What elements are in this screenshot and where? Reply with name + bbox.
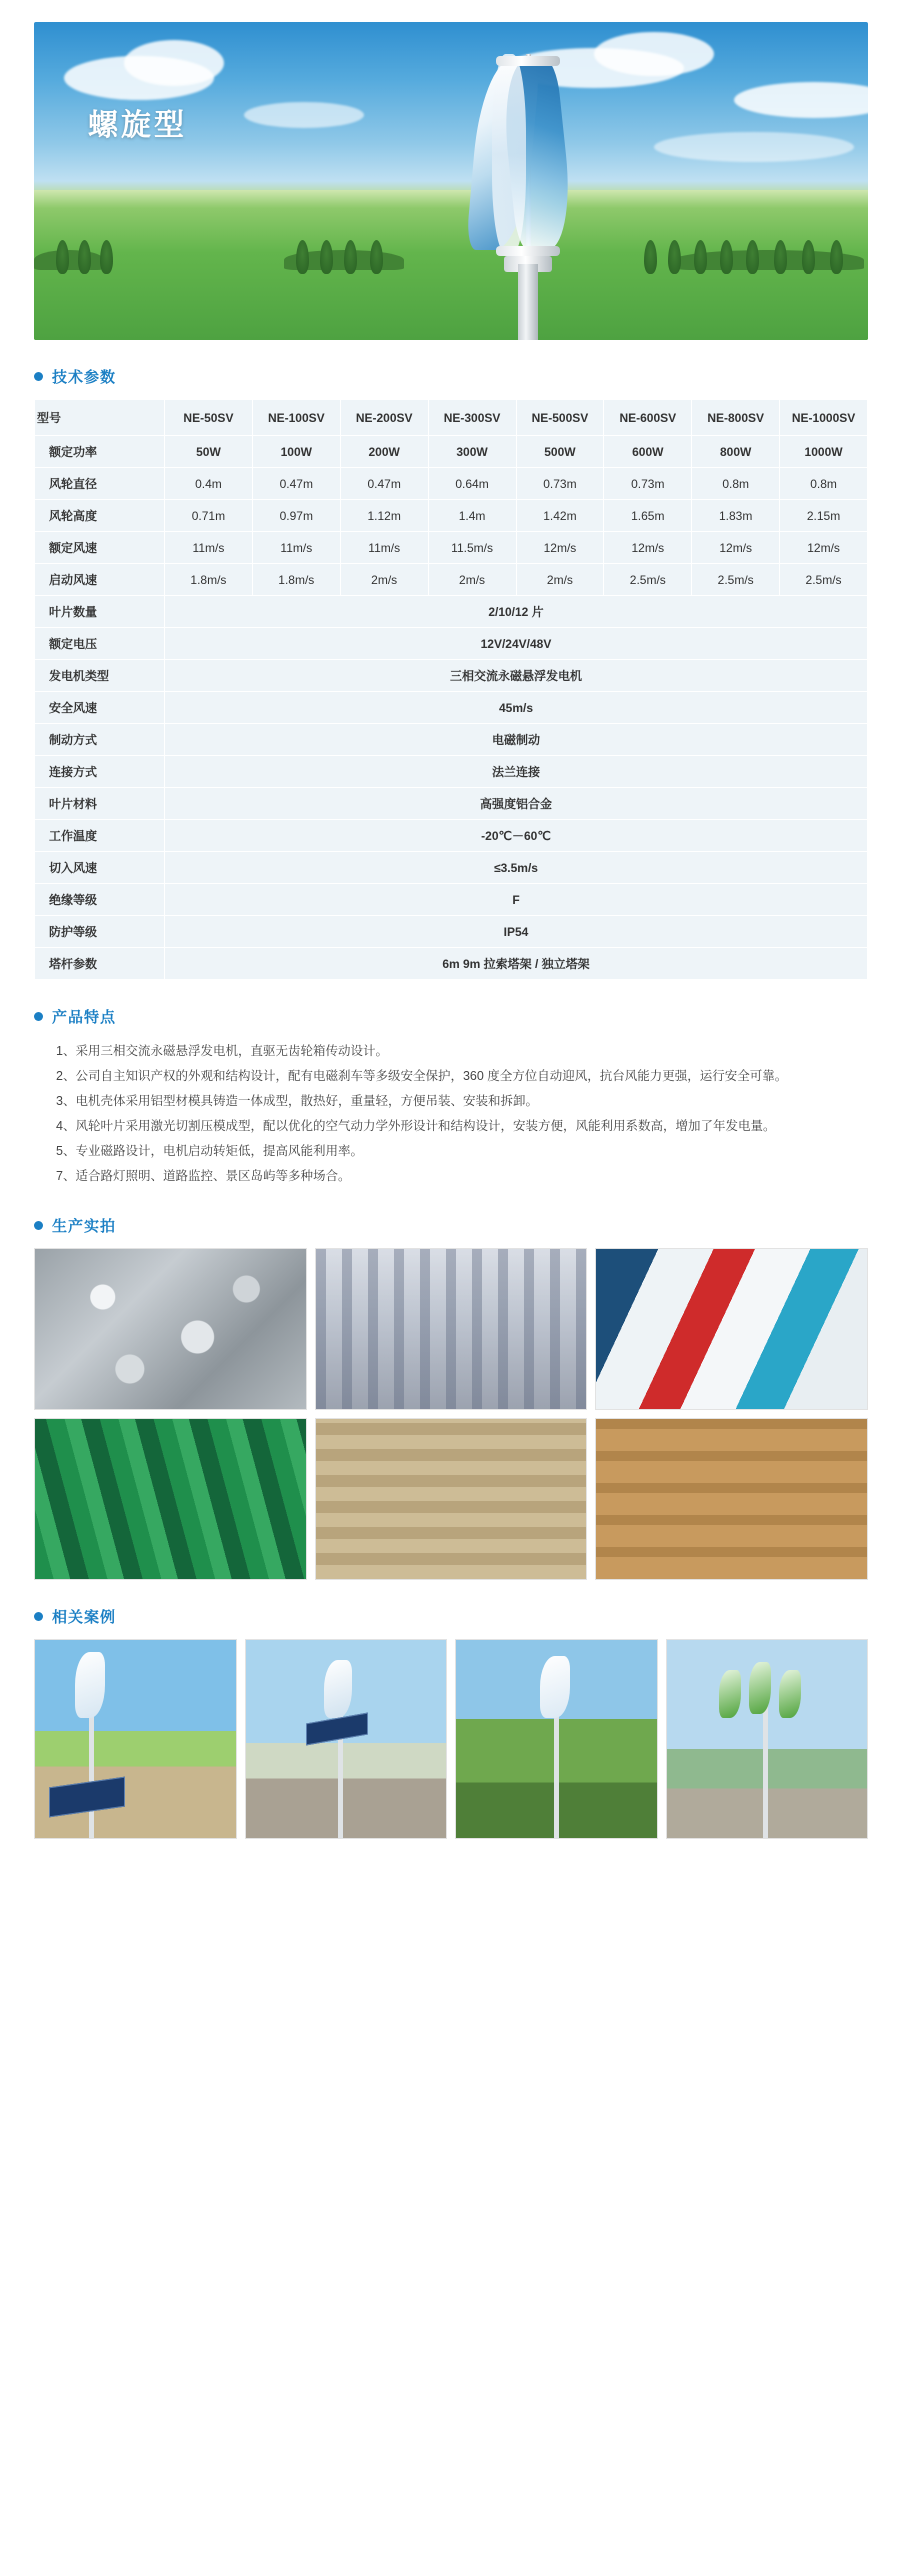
turbine-rotor-decor xyxy=(719,1670,741,1718)
table-cell-merged: 6m 9m 拉索塔架 / 独立塔架 xyxy=(165,948,868,980)
row-label: 发电机类型 xyxy=(35,660,165,692)
table-row xyxy=(35,500,868,532)
header-cell: 型号 xyxy=(35,400,165,436)
table-cell-merged: 45m/s xyxy=(165,692,868,724)
table-cell-merged: 2/10/12 片 xyxy=(165,596,868,628)
production-photo-green-painted-blade-stack xyxy=(34,1418,307,1580)
tree-decor xyxy=(100,240,113,274)
row-label: 额定风速 xyxy=(35,532,165,564)
table-row xyxy=(35,468,868,500)
cloud-decor xyxy=(244,102,364,128)
turbine-rotor-decor xyxy=(749,1662,771,1714)
tree-decor xyxy=(320,240,333,274)
table-cell: 2.5m/s xyxy=(604,564,692,596)
production-photo-grid-row2 xyxy=(34,1418,868,1580)
light-pole-decor xyxy=(89,1708,94,1838)
table-cell: 1.12m xyxy=(340,500,428,532)
section-header-features xyxy=(34,1006,868,1027)
table-row xyxy=(35,884,868,916)
spec-table xyxy=(34,399,868,980)
table-cell-merged: IP54 xyxy=(165,916,868,948)
table-cell: 50W xyxy=(165,436,253,468)
section-header-production xyxy=(34,1215,868,1236)
feature-item: 4、风轮叶片采用激光切割压模成型，配以优化的空气动力学外形设计和结构设计，安装方便，风能利用系数高，增加了年发电量。 xyxy=(56,1119,776,1133)
table-cell: 0.8m xyxy=(692,468,780,500)
wind-turbine-illustration xyxy=(434,46,624,340)
turbine-hub-top xyxy=(496,56,560,66)
row-label: 启动风速 xyxy=(35,564,165,596)
tree-decor xyxy=(720,240,733,274)
bullet-dot-icon xyxy=(34,1012,43,1021)
tree-decor xyxy=(694,240,707,274)
table-row xyxy=(35,852,868,884)
table-cell: 0.71m xyxy=(165,500,253,532)
turbine-hub-bottom xyxy=(496,246,560,256)
table-row xyxy=(35,788,868,820)
table-cell: 500W xyxy=(516,436,604,468)
production-photo-generator-housing-castings xyxy=(34,1248,307,1410)
header-cell: NE-800SV xyxy=(692,400,780,436)
row-label: 叶片材料 xyxy=(35,788,165,820)
table-cell: 0.73m xyxy=(604,468,692,500)
table-cell: 11m/s xyxy=(340,532,428,564)
table-row xyxy=(35,820,868,852)
table-row xyxy=(35,436,868,468)
tree-decor xyxy=(746,240,759,274)
row-label: 防护等级 xyxy=(35,916,165,948)
table-cell: 12m/s xyxy=(516,532,604,564)
table-row xyxy=(35,628,868,660)
tree-decor xyxy=(370,240,383,274)
table-cell: 2m/s xyxy=(428,564,516,596)
tree-decor xyxy=(78,240,91,274)
table-cell: 600W xyxy=(604,436,692,468)
bullet-dot-icon xyxy=(34,372,43,381)
section-title-features: 产品特点 xyxy=(52,1009,117,1026)
table-cell: 12m/s xyxy=(780,532,868,564)
table-cell-merged: -20℃－60℃ xyxy=(165,820,868,852)
header-cell: NE-500SV xyxy=(516,400,604,436)
table-cell: 1.8m/s xyxy=(252,564,340,596)
table-row xyxy=(35,532,868,564)
table-cell: 0.4m xyxy=(165,468,253,500)
features-list xyxy=(34,1039,868,1189)
table-cell: 200W xyxy=(340,436,428,468)
feature-item: 5、专业磁路设计，电机启动转矩低，提高风能利用率。 xyxy=(56,1144,363,1158)
table-row xyxy=(35,564,868,596)
feature-item: 3、电机壳体采用铝型材模具铸造一体成型，散热好，重量轻，方便吊装、安装和拆卸。 xyxy=(56,1094,538,1108)
table-cell: 100W xyxy=(252,436,340,468)
bullet-dot-icon xyxy=(34,1221,43,1230)
light-pole-decor xyxy=(763,1698,768,1838)
table-cell-merged: 电磁制动 xyxy=(165,724,868,756)
tree-decor xyxy=(774,240,787,274)
turbine-rotor-decor xyxy=(540,1656,570,1718)
table-cell: 0.47m xyxy=(340,468,428,500)
cloud-decor xyxy=(654,132,854,162)
section-header-cases xyxy=(34,1606,868,1627)
feature-item: 1、采用三相交流永磁悬浮发电机，直驱无齿轮箱传动设计。 xyxy=(56,1044,388,1058)
table-row xyxy=(35,692,868,724)
hero-title: 螺旋型 xyxy=(88,109,187,142)
case-photo-wind-solar-hybrid-street-light-village xyxy=(34,1639,237,1839)
table-cell: 1.65m xyxy=(604,500,692,532)
tree-decor xyxy=(830,240,843,274)
table-row xyxy=(35,756,868,788)
table-cell: 2.5m/s xyxy=(780,564,868,596)
tree-decor xyxy=(344,240,357,274)
table-cell-merged: 法兰连接 xyxy=(165,756,868,788)
row-label: 风轮高度 xyxy=(35,500,165,532)
tree-decor xyxy=(802,240,815,274)
row-label: 工作温度 xyxy=(35,820,165,852)
table-cell: 11m/s xyxy=(165,532,253,564)
case-photo-helical-turbine-street-light-hillside xyxy=(455,1639,658,1839)
header-cell: NE-200SV xyxy=(340,400,428,436)
table-cell-merged: 高强度铝合金 xyxy=(165,788,868,820)
table-cell: 1000W xyxy=(780,436,868,468)
light-pole-decor xyxy=(554,1698,559,1838)
table-cell: 300W xyxy=(428,436,516,468)
table-cell: 2m/s xyxy=(516,564,604,596)
row-label: 绝缘等级 xyxy=(35,884,165,916)
table-cell: 2.15m xyxy=(780,500,868,532)
production-photo-factory-assembly-line xyxy=(315,1248,588,1410)
turbine-tower xyxy=(518,264,538,340)
case-photo-wind-solar-street-light-roadside xyxy=(245,1639,448,1839)
row-label: 风轮直径 xyxy=(35,468,165,500)
turbine-blade xyxy=(492,54,526,254)
table-row xyxy=(35,948,868,980)
table-cell: 12m/s xyxy=(604,532,692,564)
production-photo-carton-boxes-in-container xyxy=(595,1418,868,1580)
solar-panel-decor xyxy=(49,1777,125,1818)
row-label: 连接方式 xyxy=(35,756,165,788)
table-cell: 11m/s xyxy=(252,532,340,564)
spec-table-body xyxy=(35,400,868,980)
section-title-production: 生产实拍 xyxy=(52,1218,117,1235)
table-cell: 2m/s xyxy=(340,564,428,596)
table-row xyxy=(35,724,868,756)
table-row xyxy=(35,916,868,948)
table-cell: 0.47m xyxy=(252,468,340,500)
turbine-rotor-decor xyxy=(779,1670,801,1718)
feature-item: 2、公司自主知识产权的外观和结构设计，配有电磁刹车等多级安全保护，360 度全方位自动迎风，抗台风能力更强，运行安全可靠。 xyxy=(56,1069,788,1083)
table-cell: 1.42m xyxy=(516,500,604,532)
header-cell: NE-600SV xyxy=(604,400,692,436)
feature-item: 7、适合路灯照明、道路监控、景区岛屿等多种场合。 xyxy=(56,1169,351,1183)
table-cell-merged: ≤3.5m/s xyxy=(165,852,868,884)
bush-decor xyxy=(34,250,104,270)
table-cell: 0.97m xyxy=(252,500,340,532)
row-label: 叶片数量 xyxy=(35,596,165,628)
tree-decor xyxy=(644,240,657,274)
row-label: 额定电压 xyxy=(35,628,165,660)
table-cell: 0.64m xyxy=(428,468,516,500)
header-cell: NE-300SV xyxy=(428,400,516,436)
header-cell: NE-1000SV xyxy=(780,400,868,436)
table-cell: 12m/s xyxy=(692,532,780,564)
hero-banner xyxy=(34,22,868,340)
turbine-rotor-decor xyxy=(75,1652,105,1718)
table-cell: 800W xyxy=(692,436,780,468)
table-cell-merged: F xyxy=(165,884,868,916)
production-photo-wooden-pallet-packing xyxy=(315,1418,588,1580)
table-header-row xyxy=(35,400,868,436)
section-title-spec: 技术参数 xyxy=(52,369,117,386)
row-label: 切入风速 xyxy=(35,852,165,884)
tree-decor xyxy=(56,240,69,274)
row-label: 安全风速 xyxy=(35,692,165,724)
table-cell: 0.8m xyxy=(780,468,868,500)
cloud-decor xyxy=(124,40,224,86)
turbine-rotor-decor xyxy=(324,1660,352,1718)
section-header-spec xyxy=(34,366,868,387)
section-title-cases: 相关案例 xyxy=(52,1609,117,1626)
table-cell: 1.8m/s xyxy=(165,564,253,596)
table-cell: 1.83m xyxy=(692,500,780,532)
case-photo-grid xyxy=(34,1639,868,1839)
row-label: 制动方式 xyxy=(35,724,165,756)
table-cell-merged: 12V/24V/48V xyxy=(165,628,868,660)
row-label: 塔杆参数 xyxy=(35,948,165,980)
header-cell: NE-50SV xyxy=(165,400,253,436)
table-row xyxy=(35,596,868,628)
cloud-decor xyxy=(734,82,868,118)
table-cell: 0.73m xyxy=(516,468,604,500)
table-row xyxy=(35,660,868,692)
production-photo-grid-row1 xyxy=(34,1248,868,1410)
table-cell-merged: 三相交流永磁悬浮发电机 xyxy=(165,660,868,692)
header-cell: NE-100SV xyxy=(252,400,340,436)
case-photo-multi-turbine-street-light-city xyxy=(666,1639,869,1839)
table-cell: 11.5m/s xyxy=(428,532,516,564)
row-label: 额定功率 xyxy=(35,436,165,468)
tree-decor xyxy=(296,240,309,274)
bullet-dot-icon xyxy=(34,1612,43,1621)
table-cell: 2.5m/s xyxy=(692,564,780,596)
solar-panel-decor xyxy=(306,1713,368,1746)
table-cell: 1.4m xyxy=(428,500,516,532)
tree-decor xyxy=(668,240,681,274)
production-photo-colored-turbine-blades-storage xyxy=(595,1248,868,1410)
